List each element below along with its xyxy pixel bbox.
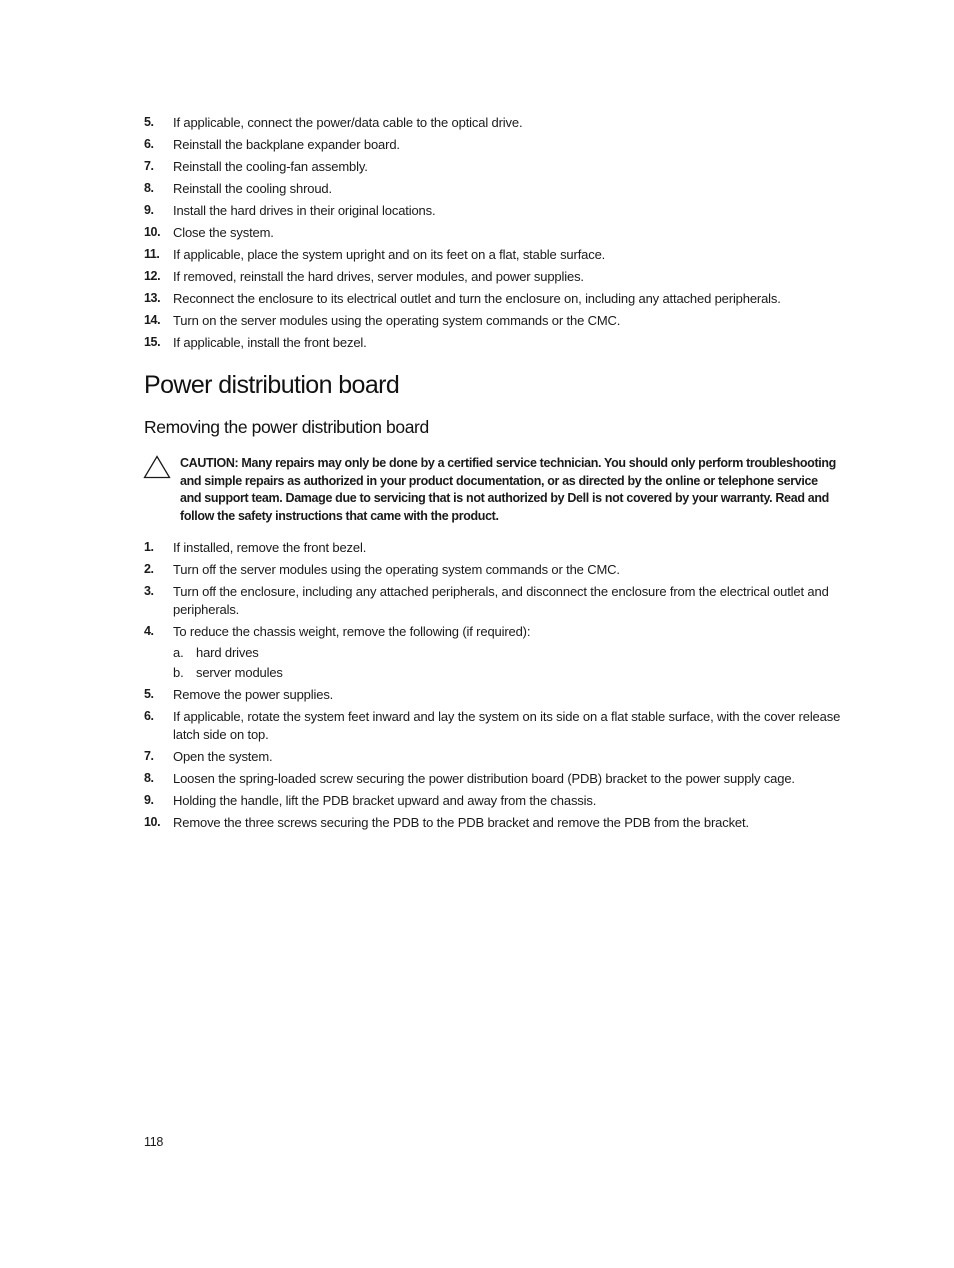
section-title: Power distribution board — [144, 371, 400, 399]
list-item — [144, 246, 844, 264]
list-item — [144, 708, 844, 743]
step-text: If applicable, rotate the system feet inward and lay the system on its side on a flat stable surface, with the cover release latch side on top. — [173, 709, 841, 742]
list-item — [144, 114, 844, 132]
step-text: Reinstall the cooling-fan assembly. — [173, 159, 368, 174]
prior-steps-list — [144, 114, 844, 356]
step-number: 1. — [144, 540, 154, 554]
list-item — [144, 539, 844, 557]
list-item — [144, 814, 844, 832]
list-item — [144, 334, 844, 352]
step-text: To reduce the chassis weight, remove the following (if required): — [173, 623, 531, 639]
sub-item-letter: a. — [173, 645, 184, 660]
step-text: Install the hard drives in their original locations. — [173, 203, 436, 218]
step-number: 13. — [144, 291, 161, 305]
step-number: 4. — [144, 623, 154, 638]
step-text: Turn on the server modules using the operating system commands or the CMC. — [173, 313, 621, 328]
list-item — [144, 224, 844, 242]
caution-text: CAUTION: Many repairs may only be done by a certified service technician. You should only perform troubleshooting and simple repairs as authorized in your product documentation, or as directed by the online or telephone service and support team. Damage due to servicing that is not authorized by Dell is not covered by your warranty. Read and follow the safety instructions that came with the product. — [180, 456, 836, 523]
list-item — [144, 770, 844, 788]
step-number: 5. — [144, 115, 154, 129]
list-item — [144, 583, 844, 618]
list-item — [144, 158, 844, 176]
step-number: 10. — [144, 814, 161, 829]
step-number: 9. — [144, 792, 154, 807]
list-item — [144, 202, 844, 220]
step-number: 6. — [144, 137, 154, 151]
sub-list — [173, 644, 844, 682]
step-number: 15. — [144, 335, 161, 349]
sub-item-text: server modules — [196, 665, 283, 680]
step-number: 5. — [144, 687, 154, 701]
step-number: 7. — [144, 159, 154, 173]
step-number: 12. — [144, 269, 161, 283]
list-item — [144, 561, 844, 579]
step-text: Turn off the server modules using the operating system commands or the CMC. — [173, 562, 620, 577]
list-item — [144, 312, 844, 330]
step-text: Remove the three screws securing the PDB to the PDB bracket and remove the PDB from the bracket. — [173, 814, 749, 830]
step-text: Remove the power supplies. — [173, 687, 334, 702]
step-text: If applicable, install the front bezel. — [173, 335, 367, 350]
list-item — [144, 180, 844, 198]
step-text: Reconnect the enclosure to its electrical outlet and turn the enclosure on, including any attached peripherals. — [173, 291, 781, 306]
list-item — [144, 686, 844, 704]
list-item — [144, 792, 844, 810]
caution-triangle-icon — [143, 455, 171, 479]
list-item — [144, 268, 844, 286]
step-number: 9. — [144, 203, 154, 217]
step-text: Loosen the spring-loaded screw securing the power distribution board (PDB) bracket to the power supply cage. — [173, 770, 795, 786]
page-number: 118 — [144, 1135, 164, 1149]
list-item — [144, 136, 844, 154]
step-number: 8. — [144, 770, 154, 785]
step-text: Turn off the enclosure, including any attached peripherals, and disconnect the enclosure from the electrical outlet and peripherals. — [173, 584, 829, 617]
step-number: 14. — [144, 313, 161, 327]
step-text: Close the system. — [173, 225, 274, 240]
sub-list-item — [173, 644, 844, 662]
removal-steps-list — [144, 539, 844, 836]
list-item — [144, 623, 844, 682]
step-number: 10. — [144, 225, 161, 239]
sub-list-item — [173, 664, 844, 682]
step-number: 6. — [144, 709, 154, 723]
step-text: Open the system. — [173, 748, 273, 764]
step-text: Holding the handle, lift the PDB bracket upward and away from the chassis. — [173, 792, 597, 808]
step-number: 3. — [144, 584, 154, 598]
step-text: If removed, reinstall the hard drives, server modules, and power supplies. — [173, 269, 584, 284]
step-text: If applicable, connect the power/data cable to the optical drive. — [173, 115, 523, 130]
list-item — [144, 748, 844, 766]
step-text: Reinstall the cooling shroud. — [173, 181, 332, 196]
step-number: 7. — [144, 748, 154, 763]
step-number: 8. — [144, 181, 154, 195]
sub-item-text: hard drives — [196, 645, 259, 660]
step-number: 2. — [144, 562, 154, 576]
step-text: If installed, remove the front bezel. — [173, 540, 367, 555]
subsection-title: Removing the power distribution board — [144, 417, 429, 437]
step-number: 11. — [144, 247, 160, 261]
sub-item-letter: b. — [173, 665, 184, 680]
step-text: If applicable, place the system upright and on its feet on a flat, stable surface. — [173, 247, 606, 262]
step-text: Reinstall the backplane expander board. — [173, 137, 400, 152]
list-item — [144, 290, 844, 308]
